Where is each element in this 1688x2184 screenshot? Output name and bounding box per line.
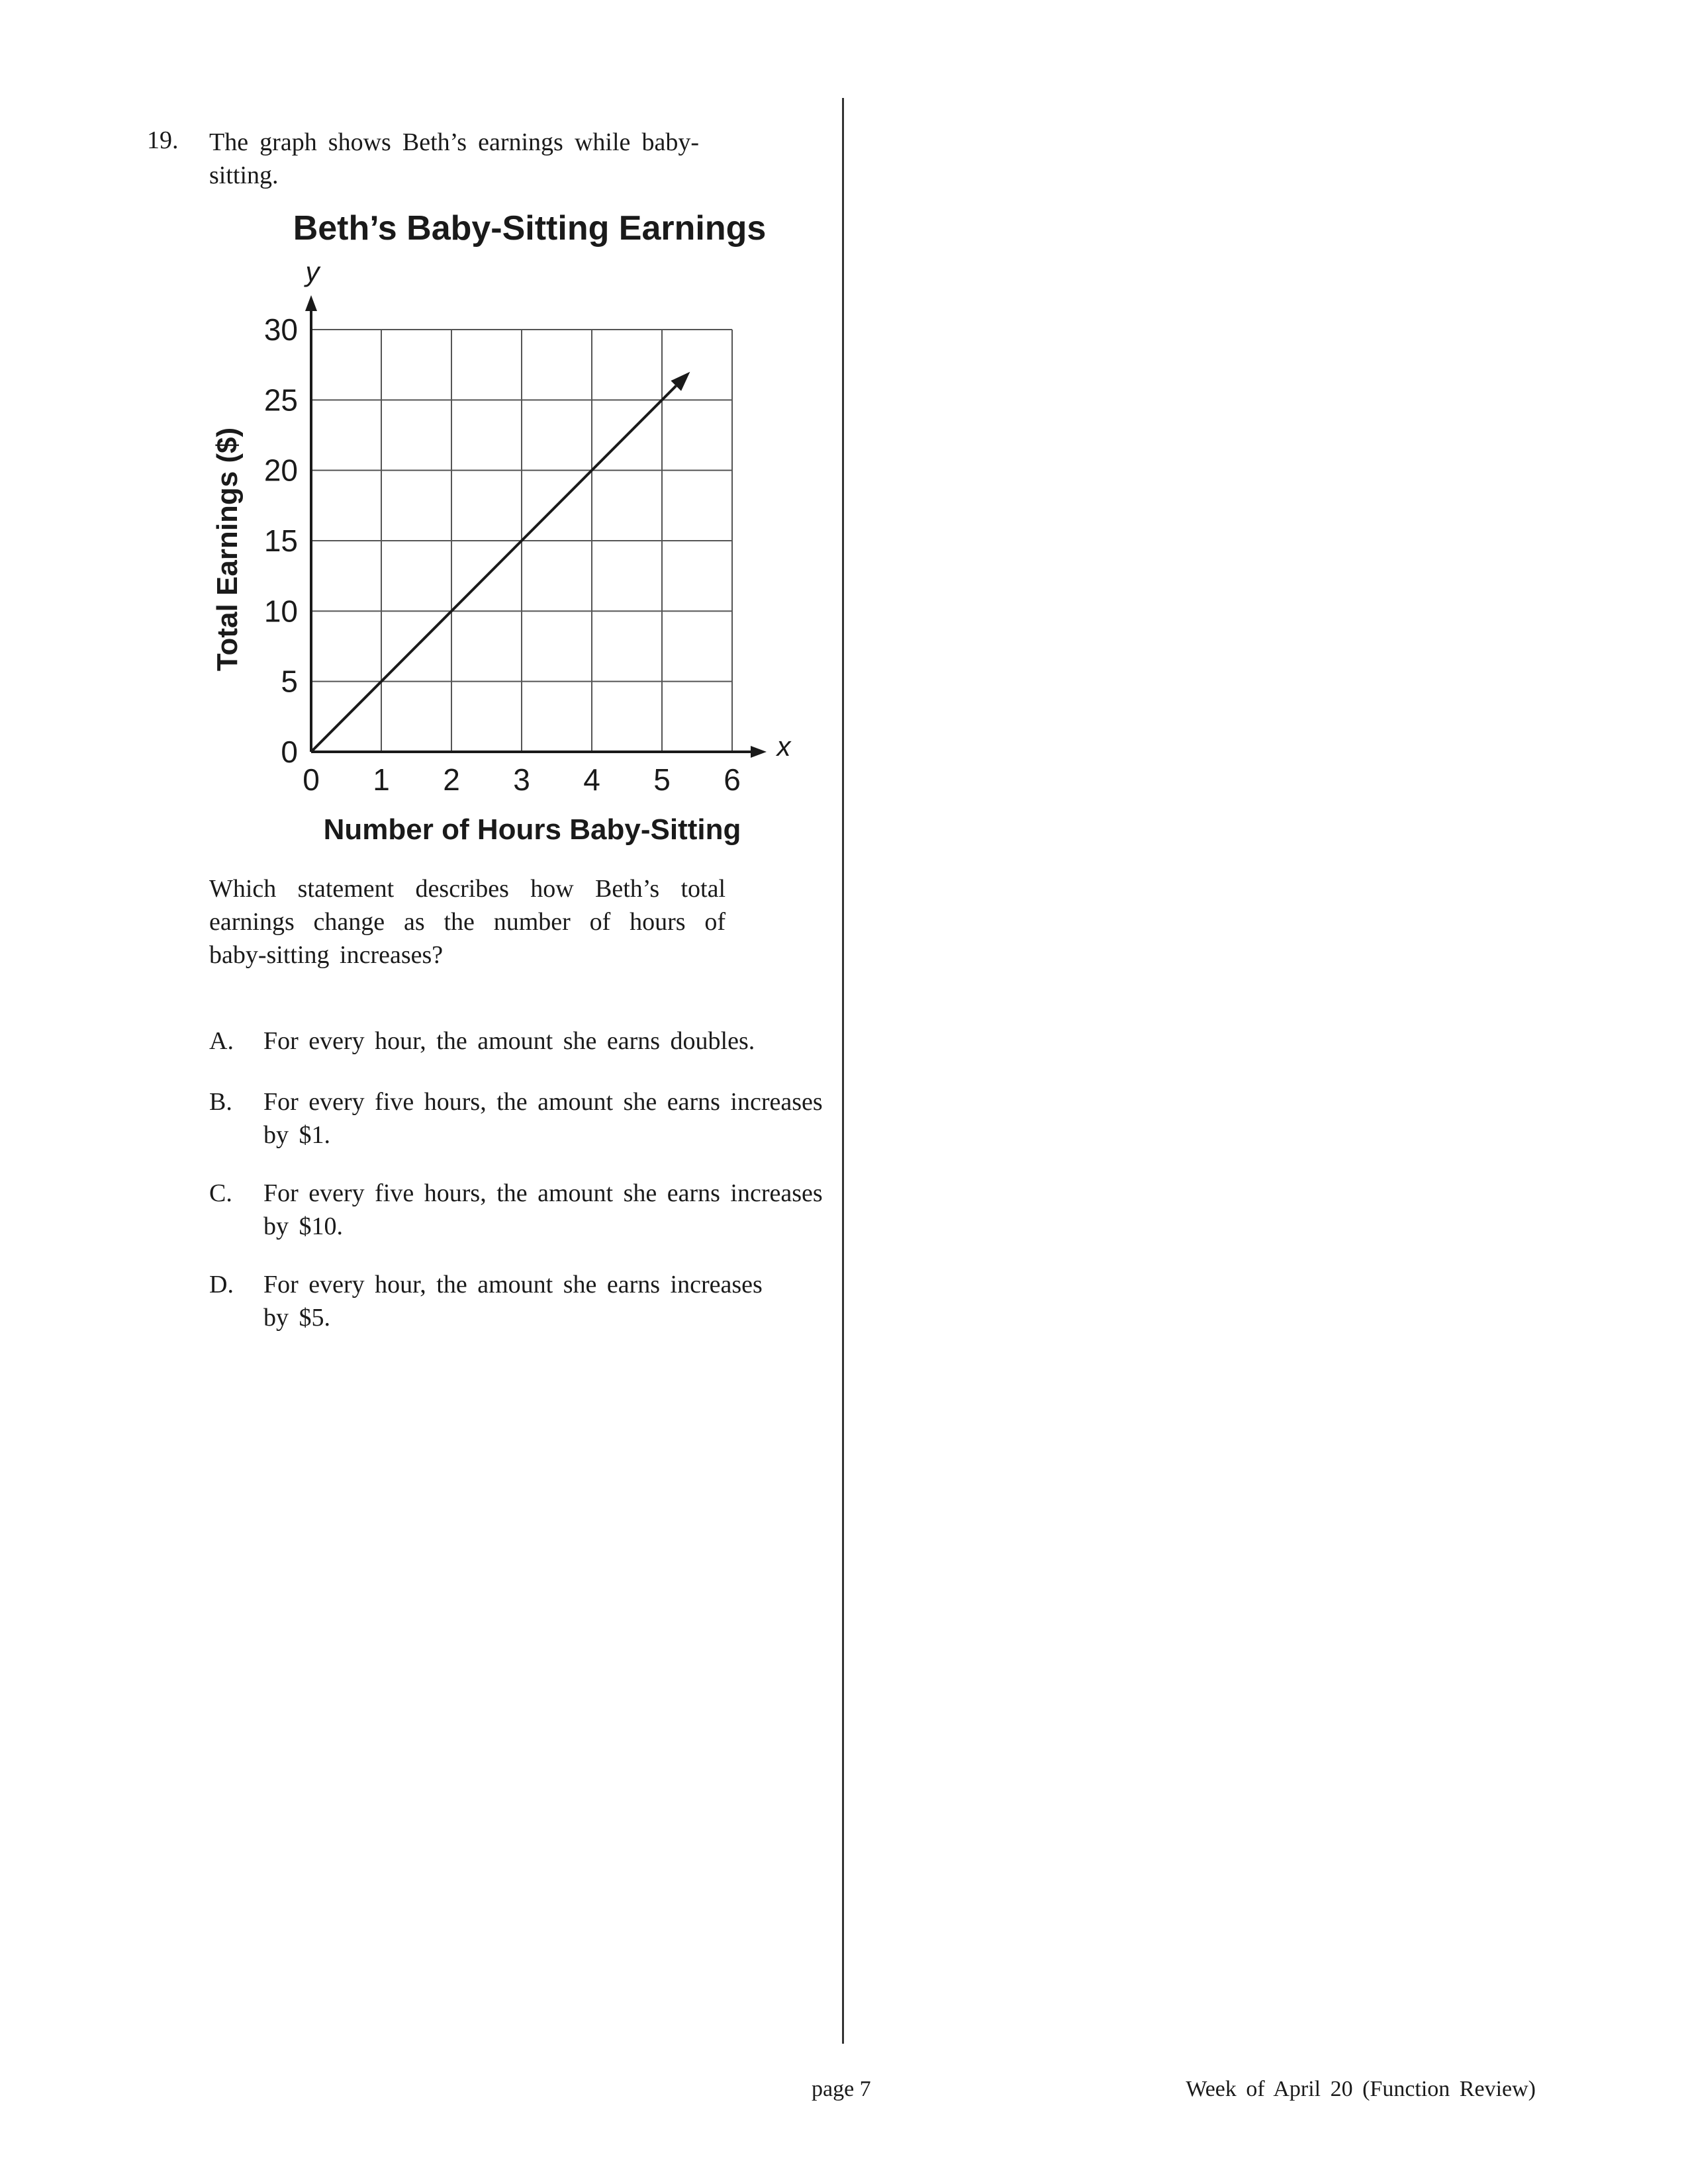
chart-title: Beth’s Baby-Sitting Earnings [293,209,767,248]
x-tick-label: 2 [443,762,460,797]
choice-letter: C. [209,1179,232,1207]
x-axis-label: Number of Hours Baby-Sitting [323,813,741,846]
y-axis-label: Total Earnings ($) [211,427,244,672]
x-axis-arrow-icon [751,746,767,758]
y-axis-variable: y [305,256,320,287]
choice-letter: A. [209,1027,234,1055]
y-tick-label: 30 [263,312,298,347]
choice-text: For every five hours, the amount she earns increases by $1. [263,1088,823,1149]
question-prompt: Which statement describes how Beth’s total earnings change as the number of hours of baby-sitting increases? [209,875,726,969]
question-stem: The graph shows Beth’s earnings while baby-sitting. [209,128,699,189]
y-tick-label: 0 [281,735,298,769]
chart-ticks [264,312,741,797]
choice-text: For every hour, the amount she earns increases by $5. [263,1271,763,1332]
choice-letter: D. [209,1271,234,1298]
x-tick-label: 5 [653,762,671,797]
y-tick-label: 15 [263,523,298,558]
x-tick-label: 6 [724,762,741,797]
footer-week: Week of April 20 (Function Review) [1186,2077,1536,2101]
x-tick-label: 0 [303,762,320,797]
x-tick-label: 1 [373,762,390,797]
choice-letter: B. [209,1088,232,1116]
x-tick-label: 3 [513,762,530,797]
question-number: 19. [147,126,179,154]
y-tick-label: 20 [263,453,298,488]
x-axis-variable: x [776,731,791,762]
x-tick-label: 4 [583,762,600,797]
earnings-line [311,386,676,752]
page-number: page 7 [812,2077,871,2101]
chart-series [311,372,690,752]
y-tick-label: 25 [263,383,298,418]
y-axis-arrow-icon [305,295,317,311]
earnings-chart [199,199,794,860]
y-tick-label: 5 [281,664,298,699]
choice-text: For every five hours, the amount she earns increases by $10. [263,1179,823,1240]
choice-text: For every hour, the amount she earns doubles. [263,1027,755,1055]
y-tick-label: 10 [263,594,298,629]
column-divider [842,98,844,2044]
